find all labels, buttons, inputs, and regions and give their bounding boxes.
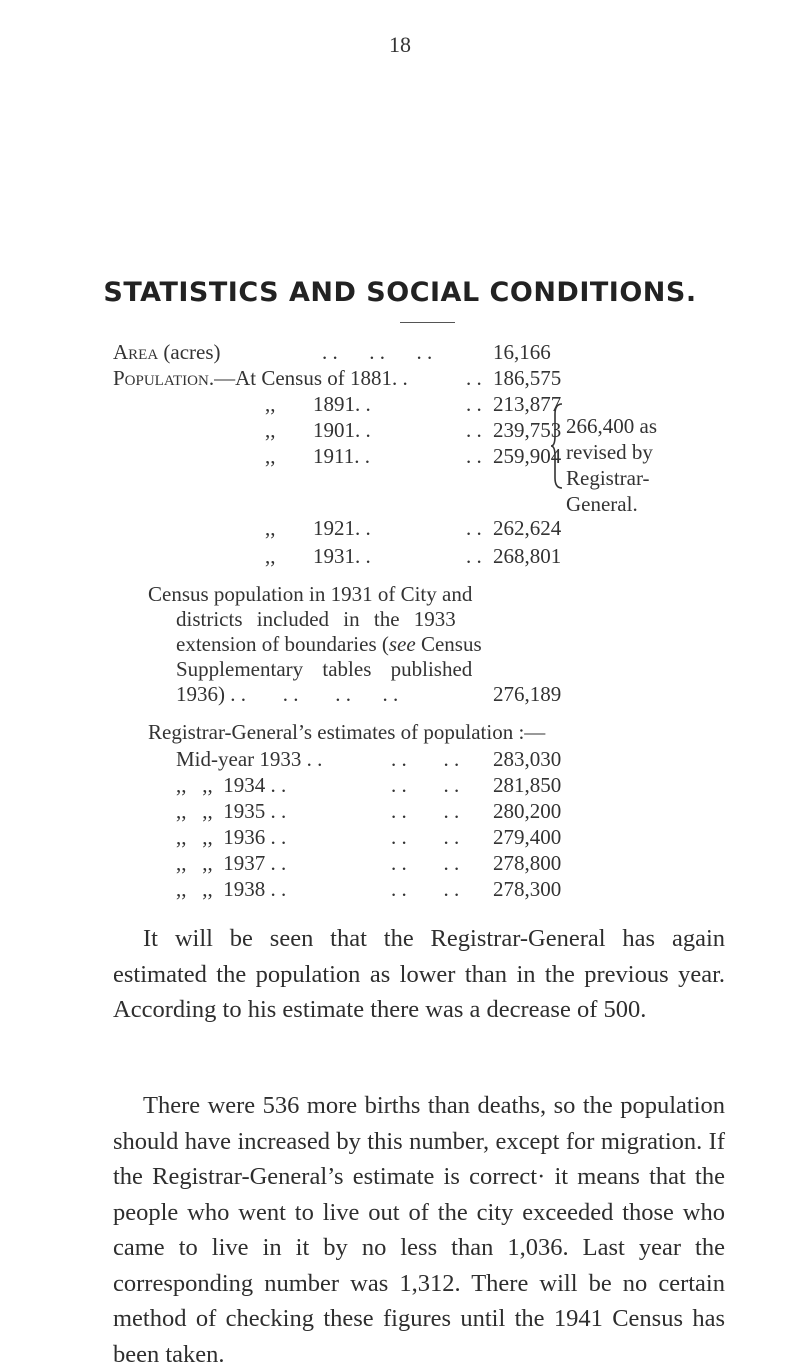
census-year: 1911. . (313, 444, 370, 468)
estimate-leader: . . . . (391, 747, 460, 771)
census-value: 213,877 (493, 392, 562, 416)
revision-note-line: 266,400 as (566, 414, 657, 438)
estimates-title: Registrar-General’s estimates of population :— (148, 720, 546, 744)
census-value: 259,904 (493, 444, 562, 468)
estimate-value: 279,400 (493, 825, 562, 849)
estimate-label: ,, ,, 1938 . . (176, 877, 287, 901)
extension-line: districts included in the 1933 (176, 607, 456, 631)
population-prefix: —At Census of (214, 366, 345, 390)
estimate-leader: . . . . (391, 877, 460, 901)
extension-line: extension of boundaries (see Census (176, 632, 482, 656)
area-label: Area (113, 340, 159, 364)
area-leader: . . . . . . (322, 340, 433, 364)
estimate-row (0, 772, 800, 798)
census-value: 239,753 (493, 418, 562, 442)
estimate-value: 278,300 (493, 877, 562, 901)
revision-brace (551, 402, 563, 490)
body-paragraph: It will be seen that the Registrar-General has again estimated the population as lower than in the previous year. According to his estimate there was a decrease of 500. (113, 925, 725, 1023)
estimate-value: 283,030 (493, 747, 562, 771)
census-leader: . . (466, 516, 482, 540)
area-unit: (acres) (163, 340, 221, 364)
estimate-row (0, 798, 800, 824)
revision-note-line: revised by (566, 440, 653, 464)
population-label: Population. (113, 366, 215, 390)
census-value: 268,801 (493, 544, 562, 568)
census-row (0, 365, 800, 391)
estimate-leader: . . . . (391, 825, 460, 849)
estimate-value: 280,200 (493, 799, 562, 823)
census-year: 1921. . (313, 516, 371, 540)
heading-rule (400, 322, 455, 323)
estimate-row (0, 824, 800, 850)
area-value: 16,166 (493, 340, 551, 364)
extension-line: Supplementary tables published (176, 657, 473, 681)
estimate-label: ,, ,, 1934 . . (176, 773, 287, 797)
census-leader: . . (466, 544, 482, 568)
census-row (0, 443, 800, 469)
census-year: 1891. . (313, 392, 371, 416)
estimate-value: 281,850 (493, 773, 562, 797)
estimate-row (0, 850, 800, 876)
extension-line: Census population in 1931 of City and (148, 582, 473, 606)
estimate-label: ,, ,, 1937 . . (176, 851, 287, 875)
census-row (0, 391, 800, 417)
census-value: 262,624 (493, 516, 562, 540)
revision-note-line: Registrar- (566, 466, 650, 490)
ditto-mark: ,, (265, 444, 276, 468)
census-year: 1931. . (313, 544, 371, 568)
ditto-mark: ,, (265, 544, 276, 568)
ditto-mark: ,, (265, 392, 276, 416)
body-paragraph: There were 536 more births than deaths, so the population should have increased by this number, except for migration. If the Registrar-General’s estimate is correct· it means that the people who went to live out of the city exceeded those who came to live in it by no less than 1,036. Last year the corresponding number was 1,312. There will be no certain method of checking these figures until the 1941 Census has been taken. (113, 1092, 725, 1368)
extension-value: 276,189 (493, 682, 562, 706)
census-leader: . . (466, 366, 482, 390)
census-leader: . . (466, 444, 482, 468)
estimate-label: ,, ,, 1935 . . (176, 799, 287, 823)
revision-note-line: General. (566, 492, 638, 516)
estimate-leader: . . . . (391, 799, 460, 823)
estimate-leader: . . . . (391, 773, 460, 797)
census-year: 1881. . (350, 366, 408, 390)
ditto-mark: ,, (265, 516, 276, 540)
census-row (0, 543, 800, 569)
page-heading: STATISTICS AND SOCIAL CONDITIONS. (103, 277, 697, 308)
census-year: 1901. . (313, 418, 371, 442)
estimate-row (0, 746, 800, 772)
estimate-value: 278,800 (493, 851, 562, 875)
area-row (0, 339, 800, 365)
census-row (0, 515, 800, 541)
extension-line: 1936) . . . . . . . . 276,189 (176, 682, 562, 706)
page-number: 18 (389, 32, 411, 57)
ditto-mark: ,, (265, 418, 276, 442)
estimate-label: Mid-year 1933 . . (176, 747, 323, 771)
census-row (0, 417, 800, 443)
estimate-row (0, 876, 800, 902)
census-leader: . . (466, 418, 482, 442)
estimate-leader: . . . . (391, 851, 460, 875)
census-leader: . . (466, 392, 482, 416)
estimate-label: ,, ,, 1936 . . (176, 825, 287, 849)
census-value: 186,575 (493, 366, 562, 390)
